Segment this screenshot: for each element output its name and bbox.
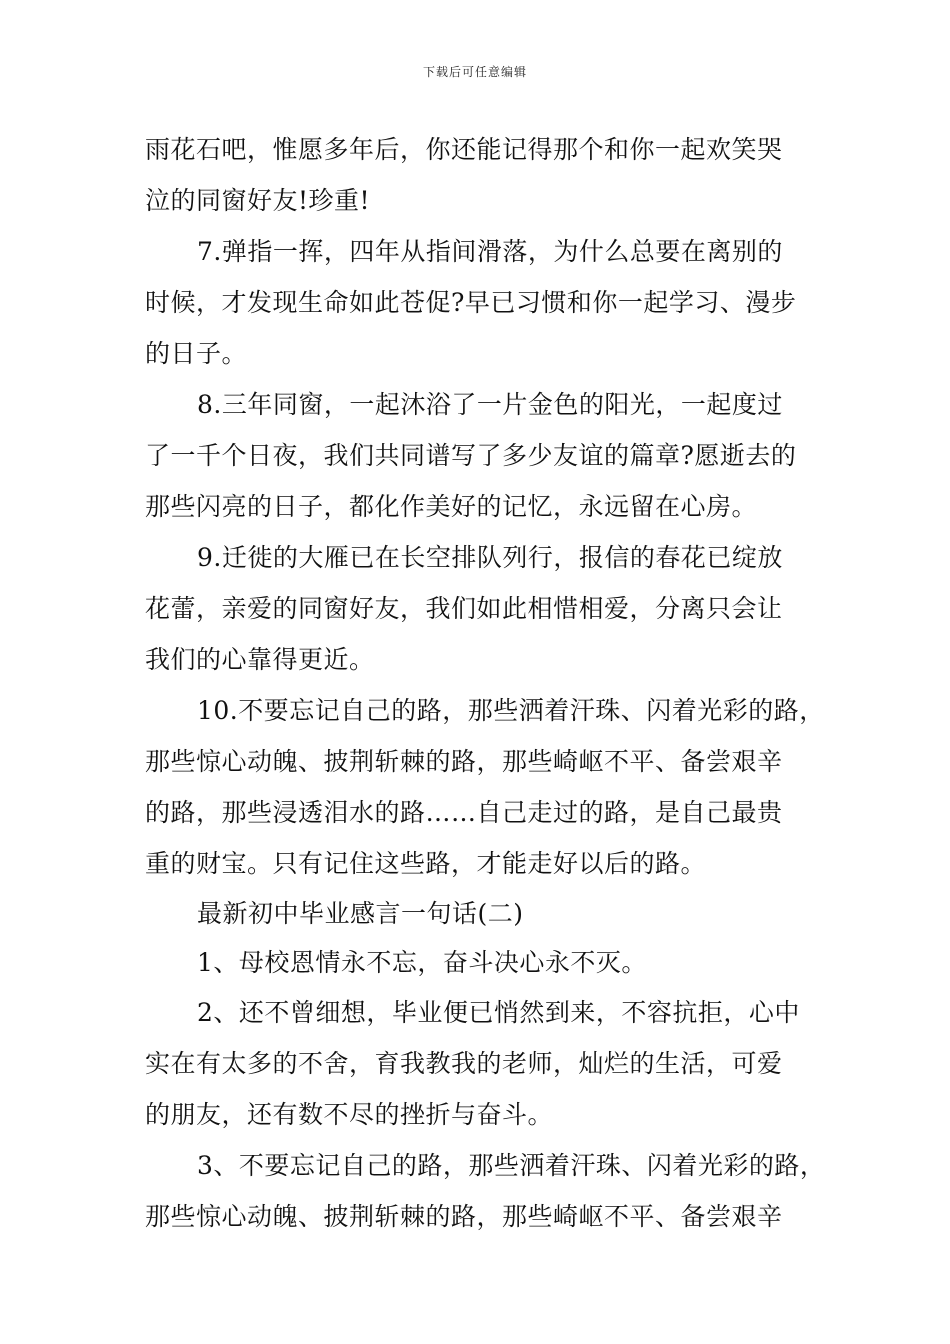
paragraph-line: 1、母校恩情永不忘，奋斗决心永不灭。: [197, 948, 647, 977]
paragraph-line: 实在有太多的不舍，育我教我的老师，灿烂的生活，可爱: [145, 1049, 783, 1078]
paragraph-line: 那些闪亮的日子，都化作美好的记忆，永远留在心房。: [145, 492, 758, 521]
paragraph-line: 重的财宝。只有记住这些路，才能走好以后的路。: [145, 849, 707, 878]
paragraph-line: 雨花石吧，惟愿多年后，你还能记得那个和你一起欢笑哭: [145, 135, 783, 164]
paragraph-line: 泣的同窗好友!珍重!: [145, 186, 371, 215]
paragraph-line: 时候，才发现生命如此苍促?早已习惯和你一起学习、漫步: [145, 288, 797, 317]
paragraph-line: 花蕾，亲爱的同窗好友，我们如此相惜相爱，分离只会让: [145, 594, 783, 623]
paragraph-line: 10.不要忘记自己的路，那些洒着汗珠、闪着光彩的路，: [197, 696, 825, 725]
paragraph-line: 的日子。: [145, 339, 248, 368]
paragraph-line: 我们的心靠得更近。: [145, 645, 375, 674]
paragraph-line: 那些惊心动魄、披荆斩棘的路，那些崎岖不平、备尝艰辛: [145, 1202, 783, 1231]
paragraph-line: 9.迁徙的大雁已在长空排队列行，报信的春花已绽放: [197, 543, 783, 572]
paragraph-line: 2、还不曾细想，毕业便已悄然到来，不容抗拒，心中: [197, 998, 800, 1027]
paragraph-line: 那些惊心动魄、披荆斩棘的路，那些崎岖不平、备尝艰辛: [145, 747, 783, 776]
paragraph-line: 8.三年同窗，一起沐浴了一片金色的阳光，一起度过: [197, 390, 783, 419]
paragraph-line: 了一千个日夜，我们共同谱写了多少友谊的篇章?愿逝去的: [145, 441, 797, 470]
paragraph-line: 7.弹指一挥，四年从指间滑落，为什么总要在离别的: [197, 237, 783, 266]
section-heading: 最新初中毕业感言一句话(二): [197, 899, 524, 928]
document-body: [145, 124, 826, 1242]
page-header-note: 下载后可任意编辑: [422, 65, 527, 79]
paragraph-line: 的路，那些浸透泪水的路……自己走过的路，是自己最贵: [145, 798, 783, 827]
paragraph-line: 的朋友，还有数不尽的挫折与奋斗。: [145, 1100, 554, 1129]
paragraph-line: 3、不要忘记自己的路，那些洒着汗珠、闪着光彩的路，: [197, 1151, 826, 1180]
